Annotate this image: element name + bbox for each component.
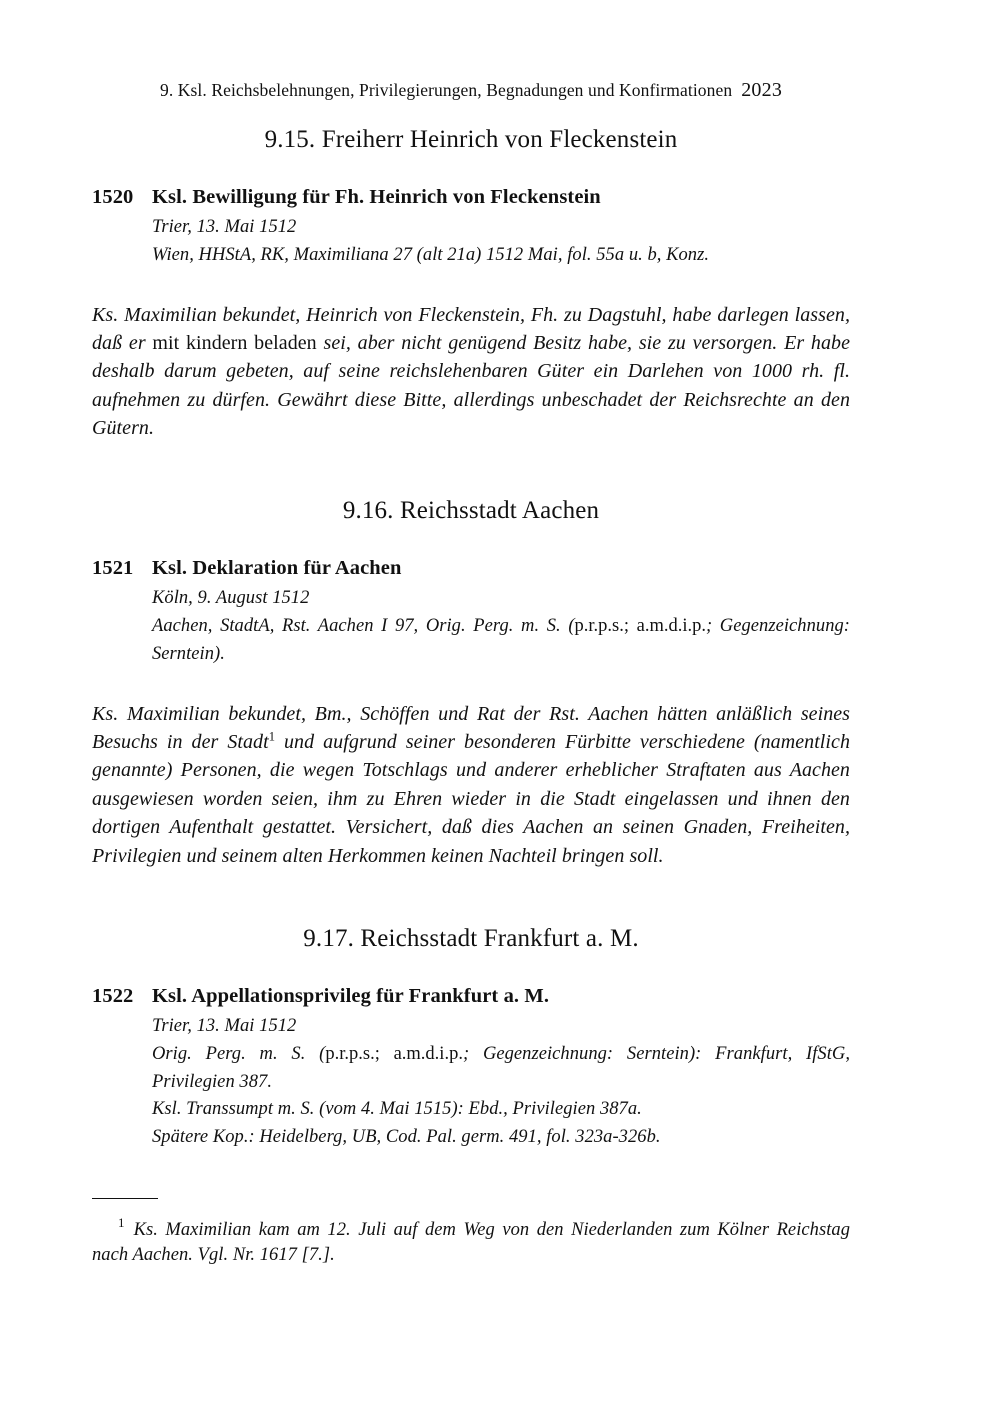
- regest-text-part2: sei, aber nicht genügend Besitz habe, sie zu versorgen. Er habe deshalb darum gebeten, auf seine reichslehenbaren Güter ein Darlehen von 1000 rh. fl. aufnehmen zu dürfen. Gewährt diese Bitte, allerdings unbeschadet der Reichsrechte an den Gütern.: [92, 331, 851, 440]
- running-head-title: 9. Ksl. Reichsbelehnungen, Privilegierungen, Begnadungen und Konfirmationen: [159, 80, 733, 100]
- entry-number: 1521: [92, 557, 134, 580]
- source-abbrev-amdip: a.m.d.i.p.: [636, 616, 706, 637]
- entry-title: Ksl. Bewilligung für Fh. Heinrich von Fleckenstein: [152, 186, 601, 208]
- source-text-separator: ;: [623, 616, 637, 637]
- entry-regest-1521: [92, 700, 850, 870]
- entry-place-date: Köln, 9. August 1512: [152, 588, 310, 609]
- source-text-before: Orig. Perg. m. S. (: [152, 1043, 326, 1064]
- footnote-reference-marker[interactable]: 1: [268, 729, 275, 744]
- entry-heading: [92, 185, 850, 210]
- entry-title: Ksl. Deklaration für Aachen: [152, 557, 402, 580]
- entry-heading: [92, 556, 850, 581]
- regest-quoted-source-phrase: mit kindern beladen: [152, 331, 317, 354]
- entry-source-reference: Wien, HHStA, RK, Maximiliana 27 (alt 21a) 1512 Mai, fol. 55a u. b, Konz.: [152, 244, 710, 265]
- entry-number: 1522: [92, 985, 134, 1008]
- text-block: [92, 78, 850, 1152]
- entry-regest-1520: [92, 301, 850, 443]
- page-number: 2023: [741, 79, 783, 101]
- entry-source-reference-original: [152, 1041, 850, 1097]
- spacer: [92, 669, 850, 680]
- section-heading-9-16: 9.16. Reichsstadt Aachen: [342, 497, 600, 525]
- entry-title: Ksl. Appellationsprivileg für Frankfurt a. M.: [152, 985, 550, 1008]
- entry-1520: [92, 185, 850, 442]
- entry-source-reference-transsumpt: Ksl. Transsumpt m. S. (vom 4. Mai 1515): Ebd., Privilegien 387a.: [152, 1099, 642, 1120]
- spacer: [92, 155, 850, 185]
- entry-1522: [92, 984, 850, 1152]
- running-head: [92, 78, 850, 103]
- source-abbrev-amdip: a.m.d.i.p.: [393, 1043, 463, 1064]
- section-heading-9-17: 9.17. Reichsstadt Frankfurt a. M.: [303, 925, 639, 953]
- source-text-after: ; Gegenzeichnung: Serntein): Frankfurt, IfStG, Privilegien 387.: [152, 1043, 850, 1092]
- entry-source-reference-copy: Spätere Kop.: Heidelberg, UB, Cod. Pal. germ. 491, fol. 323a-326b.: [152, 1127, 661, 1148]
- footnote-number: 1: [118, 1215, 125, 1231]
- entry-place-date: Trier, 13. Mai 1512: [152, 1016, 297, 1037]
- source-abbrev-prps: p.r.p.s.: [574, 616, 624, 637]
- spacer: [92, 270, 850, 281]
- entry-heading: [92, 984, 850, 1009]
- source-abbrev-prps: p.r.p.s.: [325, 1043, 375, 1064]
- regest-text-part2: und aufgrund seiner besonderen Fürbitte verschiedene (namentlich genannte) Personen, die wegen Totschlags und anderer erheblicher Straftaten aus Aachen ausgewiesen worden seien, ihm zu Ehren wieder in die Stadt eingelassen und ihnen den dortigen Aufenthalt gestattet. Versichert, daß dies Aachen an seinen Gnaden, Freiheiten, Privilegien und seinem alten Herkommen keinen Nachteil bringen soll.: [92, 731, 850, 867]
- footnote-1: [92, 1215, 850, 1268]
- entry-number: 1520: [92, 186, 134, 208]
- footnote-separator-rule: [92, 1198, 158, 1199]
- source-text-separator: ;: [374, 1043, 394, 1064]
- regest-text-part1: Ks. Maximilian bekundet, Bm., Schöffen und Rat der Rst. Aachen hätten anläßlich seines Besuchs in der Stadt: [92, 702, 850, 754]
- entry-place-date: Trier, 13. Mai 1512: [152, 217, 297, 237]
- spacer: [92, 954, 850, 984]
- source-text-after: ; Gegenzeichnung: Serntein).: [152, 616, 851, 664]
- entry-source-reference: [152, 613, 850, 669]
- source-text-before: Aachen, StadtA, Rst. Aachen I 97, Orig. Perg. m. S. (: [152, 616, 575, 637]
- section-heading-9-15: 9.15. Freiherr Heinrich von Fleckenstein: [264, 126, 678, 153]
- footnote-text: Ks. Maximilian kam am 12. Juli auf dem Weg von den Niederlanden zum Kölner Reichstag nach Aachen. Vgl. Nr. 1617 [7.].: [92, 1219, 850, 1265]
- regest-text-part1: Ks. Maximilian bekundet, Heinrich von Fleckenstein, Fh. zu Dagstuhl, habe darlegen lassen, daß er: [92, 303, 850, 354]
- spacer: [92, 526, 850, 556]
- entry-1521: [92, 556, 850, 870]
- footnote-area: [92, 1198, 850, 1286]
